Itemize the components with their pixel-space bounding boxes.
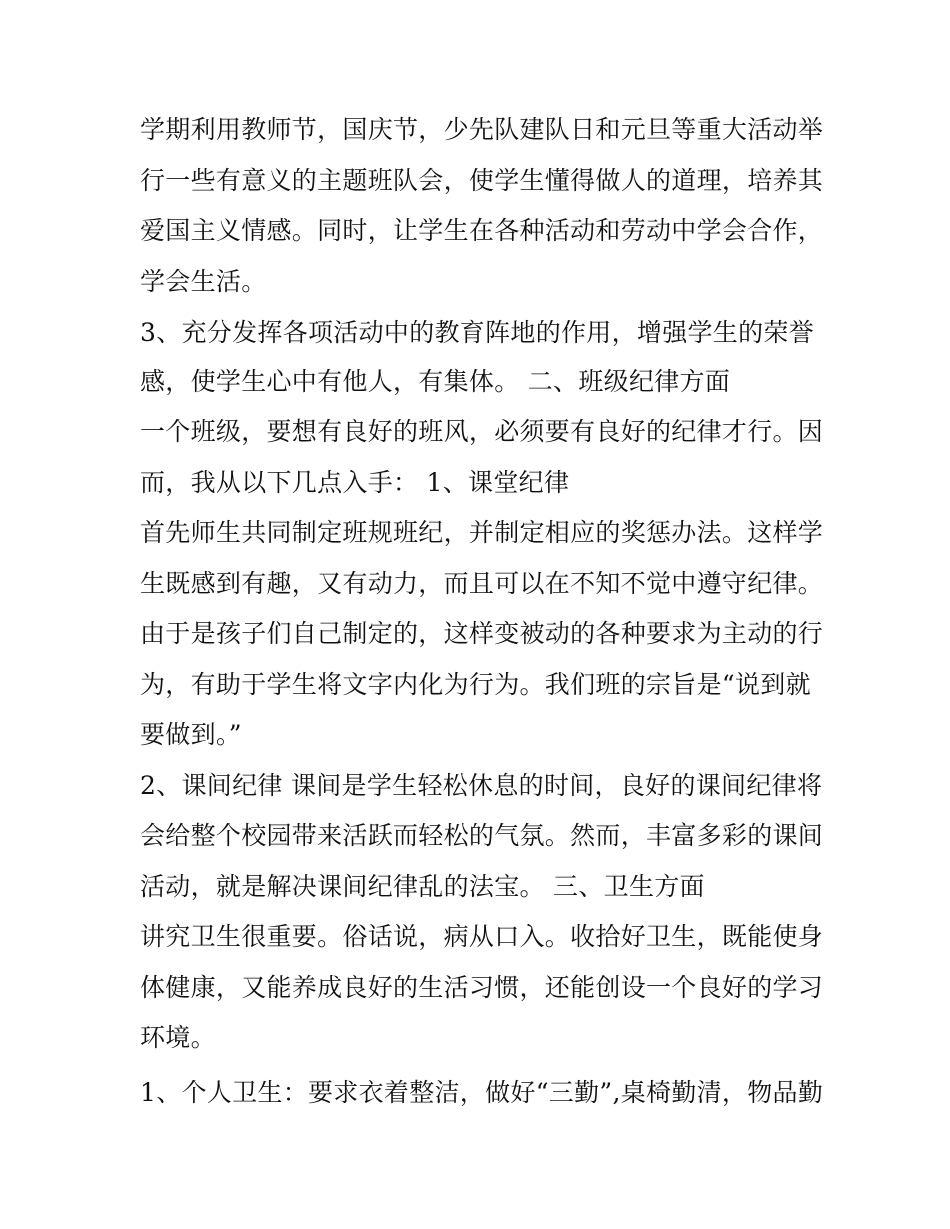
text-line: 2、课间纪律 课间是学生轻松休息的时间，良好的课间纪律将 bbox=[140, 771, 823, 800]
text-line: 而，我从以下几点入手： 1、课堂纪律 bbox=[140, 468, 570, 497]
text-line: 由于是孩子们自己制定的，这样变被动的各种要求为主动的行 bbox=[140, 619, 824, 648]
text-line: 为，有助于学生将文字内化为行为。我们班的宗旨是“说到就 bbox=[140, 670, 811, 699]
text-line: 会给整个校园带来活跃而轻松的气氛。然而，丰富多彩的课间 bbox=[140, 821, 824, 850]
text-line: 活动，就是解决课间纪律乱的法宝。 三、卫生方面 bbox=[140, 872, 705, 901]
text-line: 学期利用教师节，国庆节，少先队建队日和元旦等重大活动举 bbox=[140, 115, 824, 144]
text-line: 讲究卫生很重要。俗话说，病从口入。收拾好卫生，既能使身 bbox=[140, 922, 824, 951]
text-line: 感，使学生心中有他人，有集体。 二、班级纪律方面 bbox=[140, 367, 731, 396]
text-line: 一个班级，要想有良好的班风，必须要有良好的纪律才行。因 bbox=[140, 417, 824, 446]
text-line: 生既感到有趣，又有动力，而且可以在不知不觉中遵守纪律。 bbox=[140, 569, 824, 598]
text-line: 行一些有意义的主题班队会，使学生懂得做人的道理，培养其 bbox=[140, 166, 824, 195]
text-line: 学会生活。 bbox=[140, 267, 267, 296]
text-line: 爱国主义情感。同时，让学生在各种活动和劳动中学会合作， bbox=[140, 216, 824, 245]
text-line: 要做到。” bbox=[140, 720, 242, 749]
text-line: 3、充分发挥各项活动中的教育阵地的作用，增强学生的荣誉 bbox=[140, 318, 815, 347]
text-line: 首先师生共同制定班规班纪，并制定相应的奖惩办法。这样学 bbox=[140, 518, 824, 547]
text-line: 体健康，又能养成良好的生活习惯，还能创设一个良好的学习 bbox=[140, 973, 824, 1002]
text-line: 环境。 bbox=[140, 1023, 216, 1052]
text-line: 1、个人卫生：要求衣着整洁，做好“三勤”,桌椅勤清，物品勤 bbox=[140, 1078, 824, 1107]
